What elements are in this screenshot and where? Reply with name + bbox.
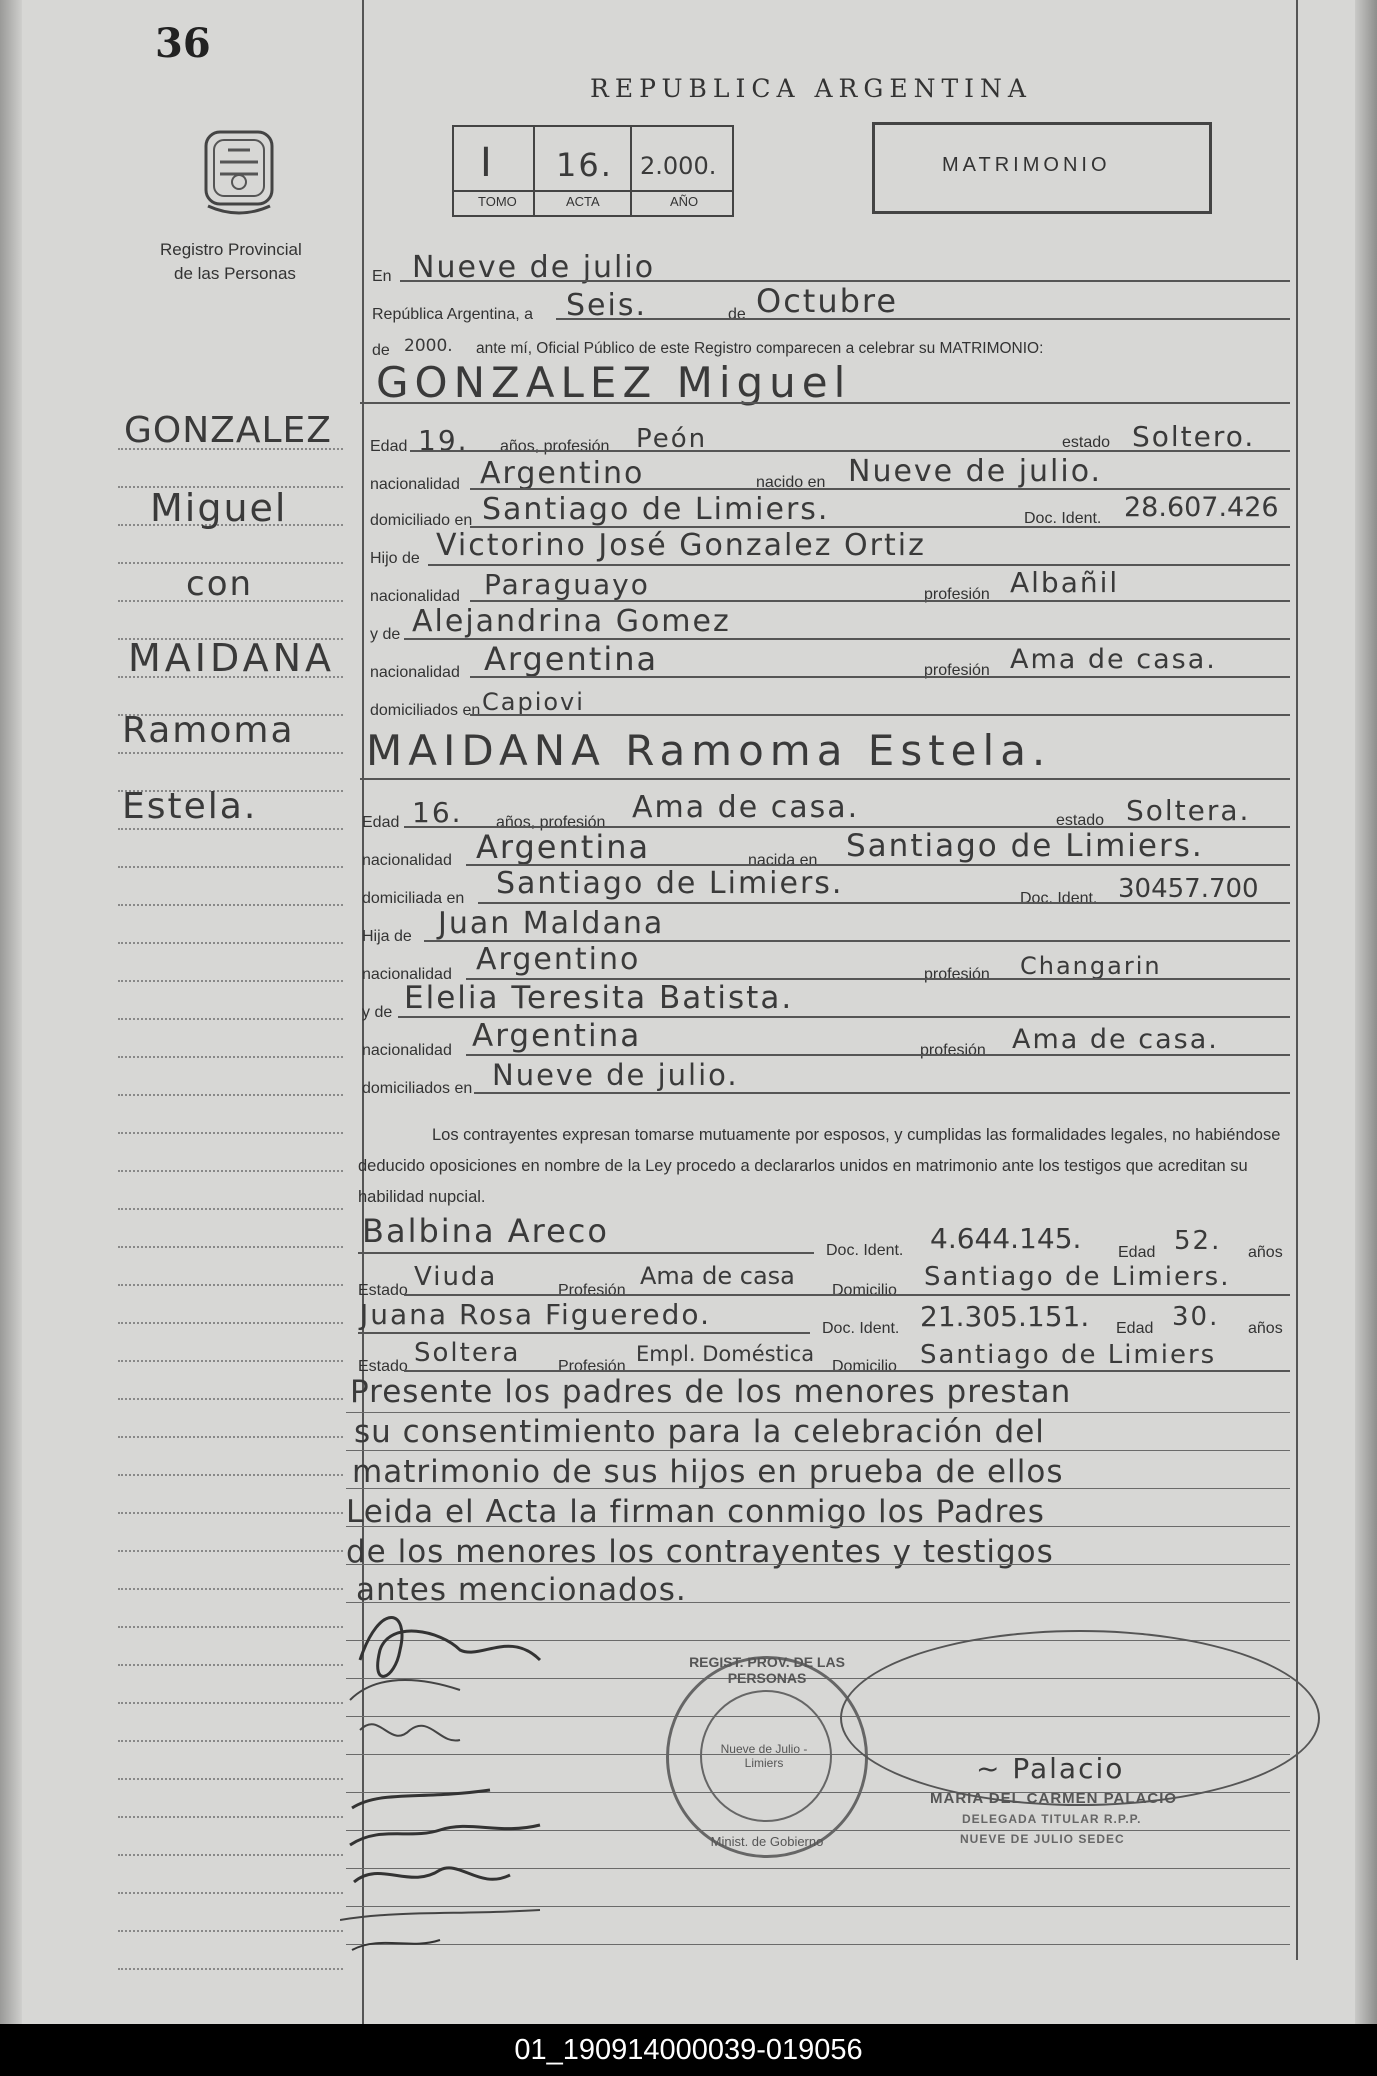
stamp-inner-text: Nueve de Julio - Limiers bbox=[720, 1742, 808, 1770]
witness1-profesion: Ama de casa bbox=[640, 1262, 795, 1290]
declaration-text: Los contrayentes expresan tomarse mutuamente por esposos, y cumplidas las formalidades legales, no habiéndose deducido oposiciones en nombre de la Ley procedo a declararlos unidos en matrimonio ante los testigos que acreditan su habilidad nupcial. bbox=[358, 1126, 1281, 1206]
margin-ruled-line bbox=[118, 1702, 343, 1704]
margin-name-2: Miguel bbox=[150, 486, 288, 530]
groom-doc-label: Doc. Ident. bbox=[1024, 510, 1102, 527]
act-type-label: MATRIMONIO bbox=[942, 154, 1111, 176]
margin-ruled-line bbox=[118, 1626, 343, 1628]
witness2-profesion: Empl. Doméstica bbox=[636, 1342, 815, 1366]
bride-name: MAIDANA Ramoma Estela. bbox=[366, 726, 1052, 775]
bride-padre-nac: Argentino bbox=[476, 942, 641, 977]
groom-domicilio: Santiago de Limiers. bbox=[482, 492, 830, 527]
witness2-doc: 21.305.151. bbox=[920, 1300, 1090, 1333]
witness2-estado-label: Estado bbox=[358, 1358, 408, 1375]
groom-madre-nac-label: nacionalidad bbox=[370, 664, 460, 681]
margin-ruled-line bbox=[118, 1284, 343, 1286]
margin-ruled-line bbox=[118, 1778, 343, 1780]
en-label: En bbox=[372, 268, 392, 285]
margin-ruled-line bbox=[118, 1398, 343, 1400]
bride-nacida-label: nacida en bbox=[748, 852, 818, 869]
witness1-profesion-label: Profesión bbox=[558, 1282, 626, 1299]
margin-ruled-line bbox=[118, 828, 343, 830]
margin-ruled-line bbox=[118, 1360, 343, 1362]
witness1-edad-label: Edad bbox=[1118, 1244, 1156, 1261]
stamp-ring-text: REGIST. PROV. DE LAS PERSONAS bbox=[689, 1654, 845, 1686]
margin-name-4: MAIDANA bbox=[128, 636, 335, 680]
margin-name-1: GONZALEZ bbox=[124, 410, 332, 451]
note-line-3: matrimonio de sus hijos en prueba de ellos bbox=[352, 1454, 1064, 1490]
groom-y-de-label: y de bbox=[370, 626, 401, 643]
registry-name-line1: Registro Provincial bbox=[160, 240, 302, 259]
margin-ruled-line bbox=[118, 1588, 343, 1590]
image-id-footer: 01_190914000039-019056 bbox=[0, 2024, 1377, 2076]
box-divider-2 bbox=[630, 127, 632, 215]
groom-padre-prof-label: profesión bbox=[924, 586, 990, 603]
acta-value: 16. bbox=[556, 146, 613, 184]
groom-padres-dom-label: domiciliados en bbox=[370, 702, 481, 719]
box-label-divider bbox=[454, 190, 732, 192]
bride-domicilio: Santiago de Limiers. bbox=[496, 866, 844, 901]
margin-ruled-line bbox=[118, 1892, 343, 1894]
groom-madre-prof: Ama de casa. bbox=[1010, 644, 1217, 675]
witness1-estado-line bbox=[404, 1294, 1290, 1296]
bride-doc: 30457.700 bbox=[1118, 874, 1259, 904]
witness1-estado-label: Estado bbox=[358, 1282, 408, 1299]
witness2-domicilio: Santiago de Limiers bbox=[920, 1340, 1217, 1370]
groom-name-line bbox=[360, 402, 1290, 404]
witness2-estado: Soltera bbox=[414, 1338, 521, 1368]
groom-estado-label: estado bbox=[1062, 434, 1111, 451]
ruled-line bbox=[346, 1488, 1290, 1489]
bride-nacida: Santiago de Limiers. bbox=[846, 828, 1204, 864]
country-title: REPUBLICA ARGENTINA bbox=[590, 74, 1032, 103]
margin-ruled-line bbox=[118, 1740, 343, 1742]
margin-ruled-line bbox=[118, 1322, 343, 1324]
groom-padre-prof: Albañil bbox=[1010, 566, 1120, 599]
groom-nac-line bbox=[470, 488, 1290, 490]
witness2-edad-label: Edad bbox=[1116, 1320, 1154, 1337]
margin-ruled-line bbox=[118, 1512, 343, 1514]
witness2-edad: 30. bbox=[1172, 1302, 1220, 1332]
ruled-line bbox=[346, 1564, 1290, 1565]
witness2-domicilio-label: Domicilio bbox=[832, 1358, 897, 1375]
margin-ruled-line bbox=[118, 1968, 343, 1970]
groom-padres-dom-line bbox=[470, 714, 1290, 716]
margin-ruled-line bbox=[118, 1474, 343, 1476]
witness1-edad: 52. bbox=[1174, 1226, 1222, 1256]
bride-padre-nac-label: nacionalidad bbox=[362, 966, 452, 983]
groom-profesion: Peón bbox=[636, 424, 708, 454]
margin-ruled-line bbox=[118, 1246, 343, 1248]
groom-edad-label: Edad bbox=[370, 438, 408, 455]
bride-padres-domicilio: Nueve de julio. bbox=[492, 1058, 739, 1092]
ruled-line bbox=[346, 1526, 1290, 1527]
page-number: 36 bbox=[155, 20, 211, 67]
bride-nacionalidad: Argentina bbox=[476, 828, 651, 866]
bride-edad-label: Edad bbox=[362, 814, 400, 831]
box-divider-1 bbox=[533, 127, 535, 215]
witness1-domicilio: Santiago de Limiers. bbox=[924, 1262, 1231, 1292]
groom-nacido: Nueve de julio. bbox=[848, 454, 1103, 489]
binding-edge bbox=[0, 0, 22, 2024]
bride-profesion: Ama de casa. bbox=[632, 790, 860, 825]
witness1-estado: Viuda bbox=[414, 1262, 498, 1292]
witness2-name: Juana Rosa Figueredo. bbox=[360, 1298, 711, 1331]
groom-profesion-label: años, profesión bbox=[500, 438, 610, 455]
groom-madre-nac-line bbox=[470, 676, 1290, 678]
bride-madre-nac: Argentina bbox=[472, 1018, 642, 1054]
groom-padre-nac-label: nacionalidad bbox=[370, 588, 460, 605]
bride-name-line bbox=[360, 778, 1290, 780]
bride-edad: 16. bbox=[412, 796, 463, 829]
witness1-name-line bbox=[358, 1252, 814, 1254]
bride-padre: Juan Maldana bbox=[438, 906, 665, 941]
bride-madre: Elelia Teresita Batista. bbox=[404, 980, 794, 1016]
margin-ruled-line bbox=[118, 904, 343, 906]
bride-madre-nac-label: nacionalidad bbox=[362, 1042, 452, 1059]
bride-padre-prof: Changarin bbox=[1020, 952, 1162, 980]
groom-padre-nac-line bbox=[470, 600, 1290, 602]
groom-estado: Soltero. bbox=[1132, 420, 1256, 453]
ante-mi-text: ante mí, Oficial Público de este Registro comparecen a celebrar su MATRIMONIO: bbox=[476, 340, 1044, 357]
bride-madre-prof-label: profesión bbox=[920, 1042, 986, 1059]
month-value: Octubre bbox=[756, 282, 899, 320]
margin-ruled-line bbox=[118, 1132, 343, 1134]
groom-padre: Victorino José Gonzalez Ortiz bbox=[436, 528, 926, 563]
note-line-4: Leida el Acta la firman conmigo los Padres bbox=[346, 1494, 1045, 1530]
signatures-left bbox=[340, 1590, 580, 1960]
bride-profesion-label: años, profesión bbox=[496, 814, 606, 831]
margin-ruled-line bbox=[118, 1056, 343, 1058]
margin-ruled-line bbox=[118, 1208, 343, 1210]
bride-padres-dom-line bbox=[474, 1092, 1290, 1094]
witness2-name-line bbox=[358, 1332, 810, 1334]
bride-nacionalidad-label: nacionalidad bbox=[362, 852, 452, 869]
groom-madre: Alejandrina Gomez bbox=[412, 604, 731, 639]
witness1-domicilio-label: Domicilio bbox=[832, 1282, 897, 1299]
witness1-anos-label: años bbox=[1248, 1244, 1283, 1261]
officer-title: DELEGADA TITULAR R.P.P. bbox=[962, 1812, 1142, 1826]
margin-name-6: Estela. bbox=[122, 786, 258, 827]
officer-signature: ~ Palacio bbox=[976, 1752, 1125, 1785]
republica-label: República Argentina, a bbox=[372, 306, 533, 323]
groom-domicilio-label: domiciliado en bbox=[370, 512, 473, 529]
registry-name-line2: de las Personas bbox=[174, 264, 296, 283]
groom-edad-line bbox=[410, 450, 1290, 452]
bride-estado: Soltera. bbox=[1126, 794, 1251, 827]
note-line-2: su consentimiento para la celebración del bbox=[354, 1414, 1045, 1450]
margin-ruled-line bbox=[118, 1854, 343, 1856]
bride-madre-prof: Ama de casa. bbox=[1012, 1024, 1219, 1055]
note-line-1: Presente los padres de los menores prestan bbox=[350, 1374, 1072, 1410]
groom-padre-nac: Paraguayo bbox=[484, 568, 650, 601]
groom-madre-prof-label: profesión bbox=[924, 662, 990, 679]
bride-estado-label: estado bbox=[1056, 812, 1105, 829]
bride-madre-nac-line bbox=[466, 1054, 1290, 1056]
margin-ruled-line bbox=[118, 980, 343, 982]
year-value: 2000. bbox=[404, 336, 453, 356]
margin-ruled-line bbox=[118, 1550, 343, 1552]
note-line-5: de los menores los contrayentes y testigos bbox=[346, 1534, 1054, 1570]
ruled-line bbox=[346, 1412, 1290, 1413]
date-line bbox=[556, 318, 1290, 320]
right-edge bbox=[1355, 0, 1377, 2024]
bride-padres-dom-label: domiciliados en bbox=[362, 1080, 473, 1097]
groom-padre-line bbox=[428, 564, 1290, 566]
groom-nacionalidad-label: nacionalidad bbox=[370, 476, 460, 493]
groom-nacido-label: nacido en bbox=[756, 474, 826, 491]
note-line-6: antes mencionados. bbox=[356, 1572, 687, 1608]
bride-hija-label: Hija de bbox=[362, 928, 412, 945]
margin-name-5: Ramoma bbox=[122, 710, 295, 751]
witness1-name: Balbina Areco bbox=[362, 1212, 609, 1250]
margin-ruled-line bbox=[118, 1816, 343, 1818]
ruled-line bbox=[346, 1450, 1290, 1451]
groom-edad: 19. bbox=[418, 424, 469, 457]
margin-ruled-line bbox=[118, 1930, 343, 1932]
officer-name: MARIA DEL CARMEN PALACIO bbox=[930, 1790, 1178, 1807]
witness1-doc-label: Doc. Ident. bbox=[826, 1242, 904, 1259]
stamp-bottom-text: Minist. de Gobierno bbox=[710, 1834, 824, 1849]
right-margin-line bbox=[1296, 0, 1298, 1960]
ano-label: AÑO bbox=[670, 194, 699, 209]
bride-dom-line bbox=[478, 902, 1290, 904]
witness2-estado-line bbox=[404, 1370, 1290, 1372]
acta-label: ACTA bbox=[566, 194, 600, 209]
witness2-profesion-label: Profesión bbox=[558, 1358, 626, 1375]
ano-value: 2.000. bbox=[640, 152, 717, 180]
margin-ruled-line bbox=[118, 1094, 343, 1096]
de-label: de bbox=[728, 306, 746, 323]
groom-padres-domicilio: Capiovi bbox=[482, 688, 585, 716]
margin-ruled-line bbox=[118, 1436, 343, 1438]
groom-doc: 28.607.426 bbox=[1124, 492, 1279, 523]
witness2-anos-label: años bbox=[1248, 1320, 1283, 1337]
margin-name-3: con bbox=[186, 564, 254, 604]
margin-ruled-line bbox=[118, 942, 343, 944]
groom-hijo-label: Hijo de bbox=[370, 550, 420, 567]
margin-ruled-line bbox=[118, 866, 343, 868]
margin-ruled-line bbox=[118, 1664, 343, 1666]
witness2-doc-label: Doc. Ident. bbox=[822, 1320, 900, 1337]
margin-ruled-line bbox=[118, 752, 343, 754]
bride-doc-label: Doc. Ident. bbox=[1020, 890, 1098, 907]
bride-padre-prof-label: profesión bbox=[924, 966, 990, 983]
bride-y-de-label: y de bbox=[362, 1004, 393, 1021]
bride-domicilio-label: domiciliada en bbox=[362, 890, 465, 907]
tomo-value: I bbox=[480, 140, 494, 186]
margin-ruled-line bbox=[118, 1018, 343, 1020]
groom-name: GONZALEZ Miguel bbox=[376, 358, 852, 407]
witness1-doc: 4.644.145. bbox=[930, 1222, 1082, 1255]
margin-ruled-line bbox=[118, 1170, 343, 1172]
place-value: Nueve de julio bbox=[412, 250, 656, 285]
de-year-label: de bbox=[372, 342, 390, 359]
province-emblem-icon bbox=[198, 122, 280, 222]
groom-madre-nac: Argentina bbox=[484, 640, 659, 678]
day-value: Seis. bbox=[566, 288, 648, 323]
groom-nacionalidad: Argentino bbox=[480, 456, 645, 491]
tomo-label: TOMO bbox=[478, 194, 517, 209]
officer-office: NUEVE DE JULIO SEDEC bbox=[960, 1832, 1125, 1846]
